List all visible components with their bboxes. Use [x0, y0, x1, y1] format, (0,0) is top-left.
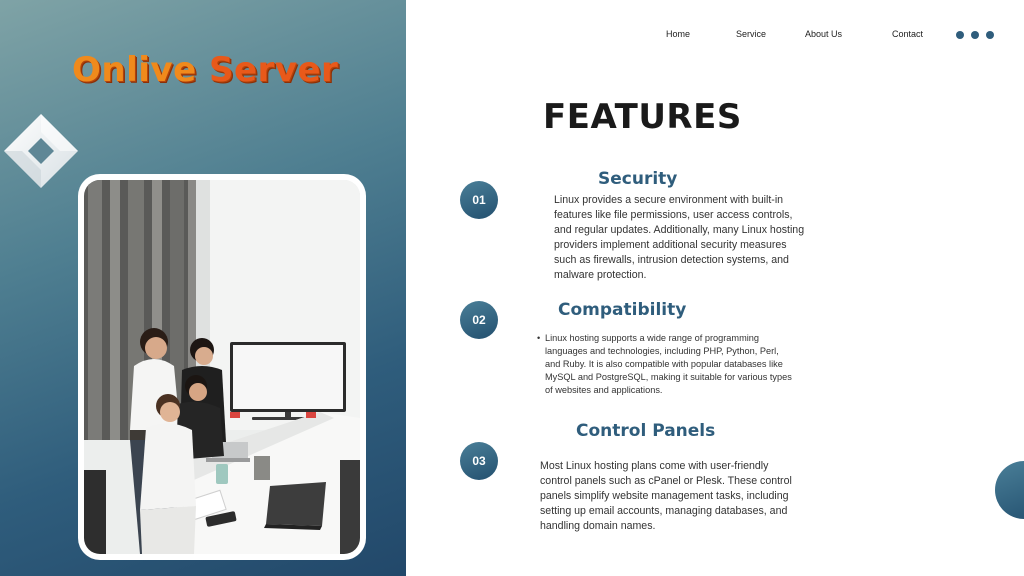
nav-dot-icon — [971, 31, 979, 39]
feature-number-badge: 01 — [460, 181, 498, 219]
feature-description-security: Linux provides a secure environment with built-in features like file permissions, user access controls, and regular updates. Additionally, many Linux hosting providers implement additional security measures such as firewalls, intrusion detection systems, and malware protection. — [554, 194, 805, 281]
nav-dot-icon — [986, 31, 994, 39]
left-panel — [0, 0, 406, 576]
feature-description-compatibility: Linux hosting supports a wide range of programming languages and technologies, including PHP, Python, Perl, and Ruby. It is also compatible with popular databases like MySQL and PostgreSQL, making it suitable for various types of websites and applications. — [545, 333, 792, 395]
nav-home[interactable]: Home — [666, 29, 691, 39]
diamond-logo-icon — [2, 112, 80, 190]
feature-number-badge: 03 — [460, 442, 498, 480]
feature-title-control-panels: Control Panels — [576, 421, 716, 441]
brand-logo-part1: Onlive — [72, 50, 197, 90]
decorative-circle — [995, 461, 1024, 519]
feature-description-control-panels: Most Linux hosting plans come with user-friendly control panels such as cPanel or Plesk. These control panels simplify website management tasks, including setting up email accounts, managing databases, and handling domain names. — [540, 460, 792, 532]
nav-dot-icon — [956, 31, 964, 39]
brand-logo[interactable] — [72, 50, 338, 90]
page-title: FEATURES — [543, 97, 742, 137]
top-nav — [0, 29, 1024, 43]
nav-service[interactable]: Service — [736, 29, 767, 39]
office-team-photo — [84, 180, 360, 554]
photo-frame — [78, 174, 366, 560]
bullet-icon: • — [537, 333, 541, 343]
nav-about-us[interactable]: About Us — [805, 29, 843, 39]
feature-number-badge: 02 — [460, 301, 498, 339]
feature-title-compatibility: Compatibility — [558, 300, 687, 320]
brand-logo-part2: Server — [208, 50, 339, 90]
feature-title-security: Security — [598, 169, 678, 189]
nav-contact[interactable]: Contact — [892, 29, 924, 39]
